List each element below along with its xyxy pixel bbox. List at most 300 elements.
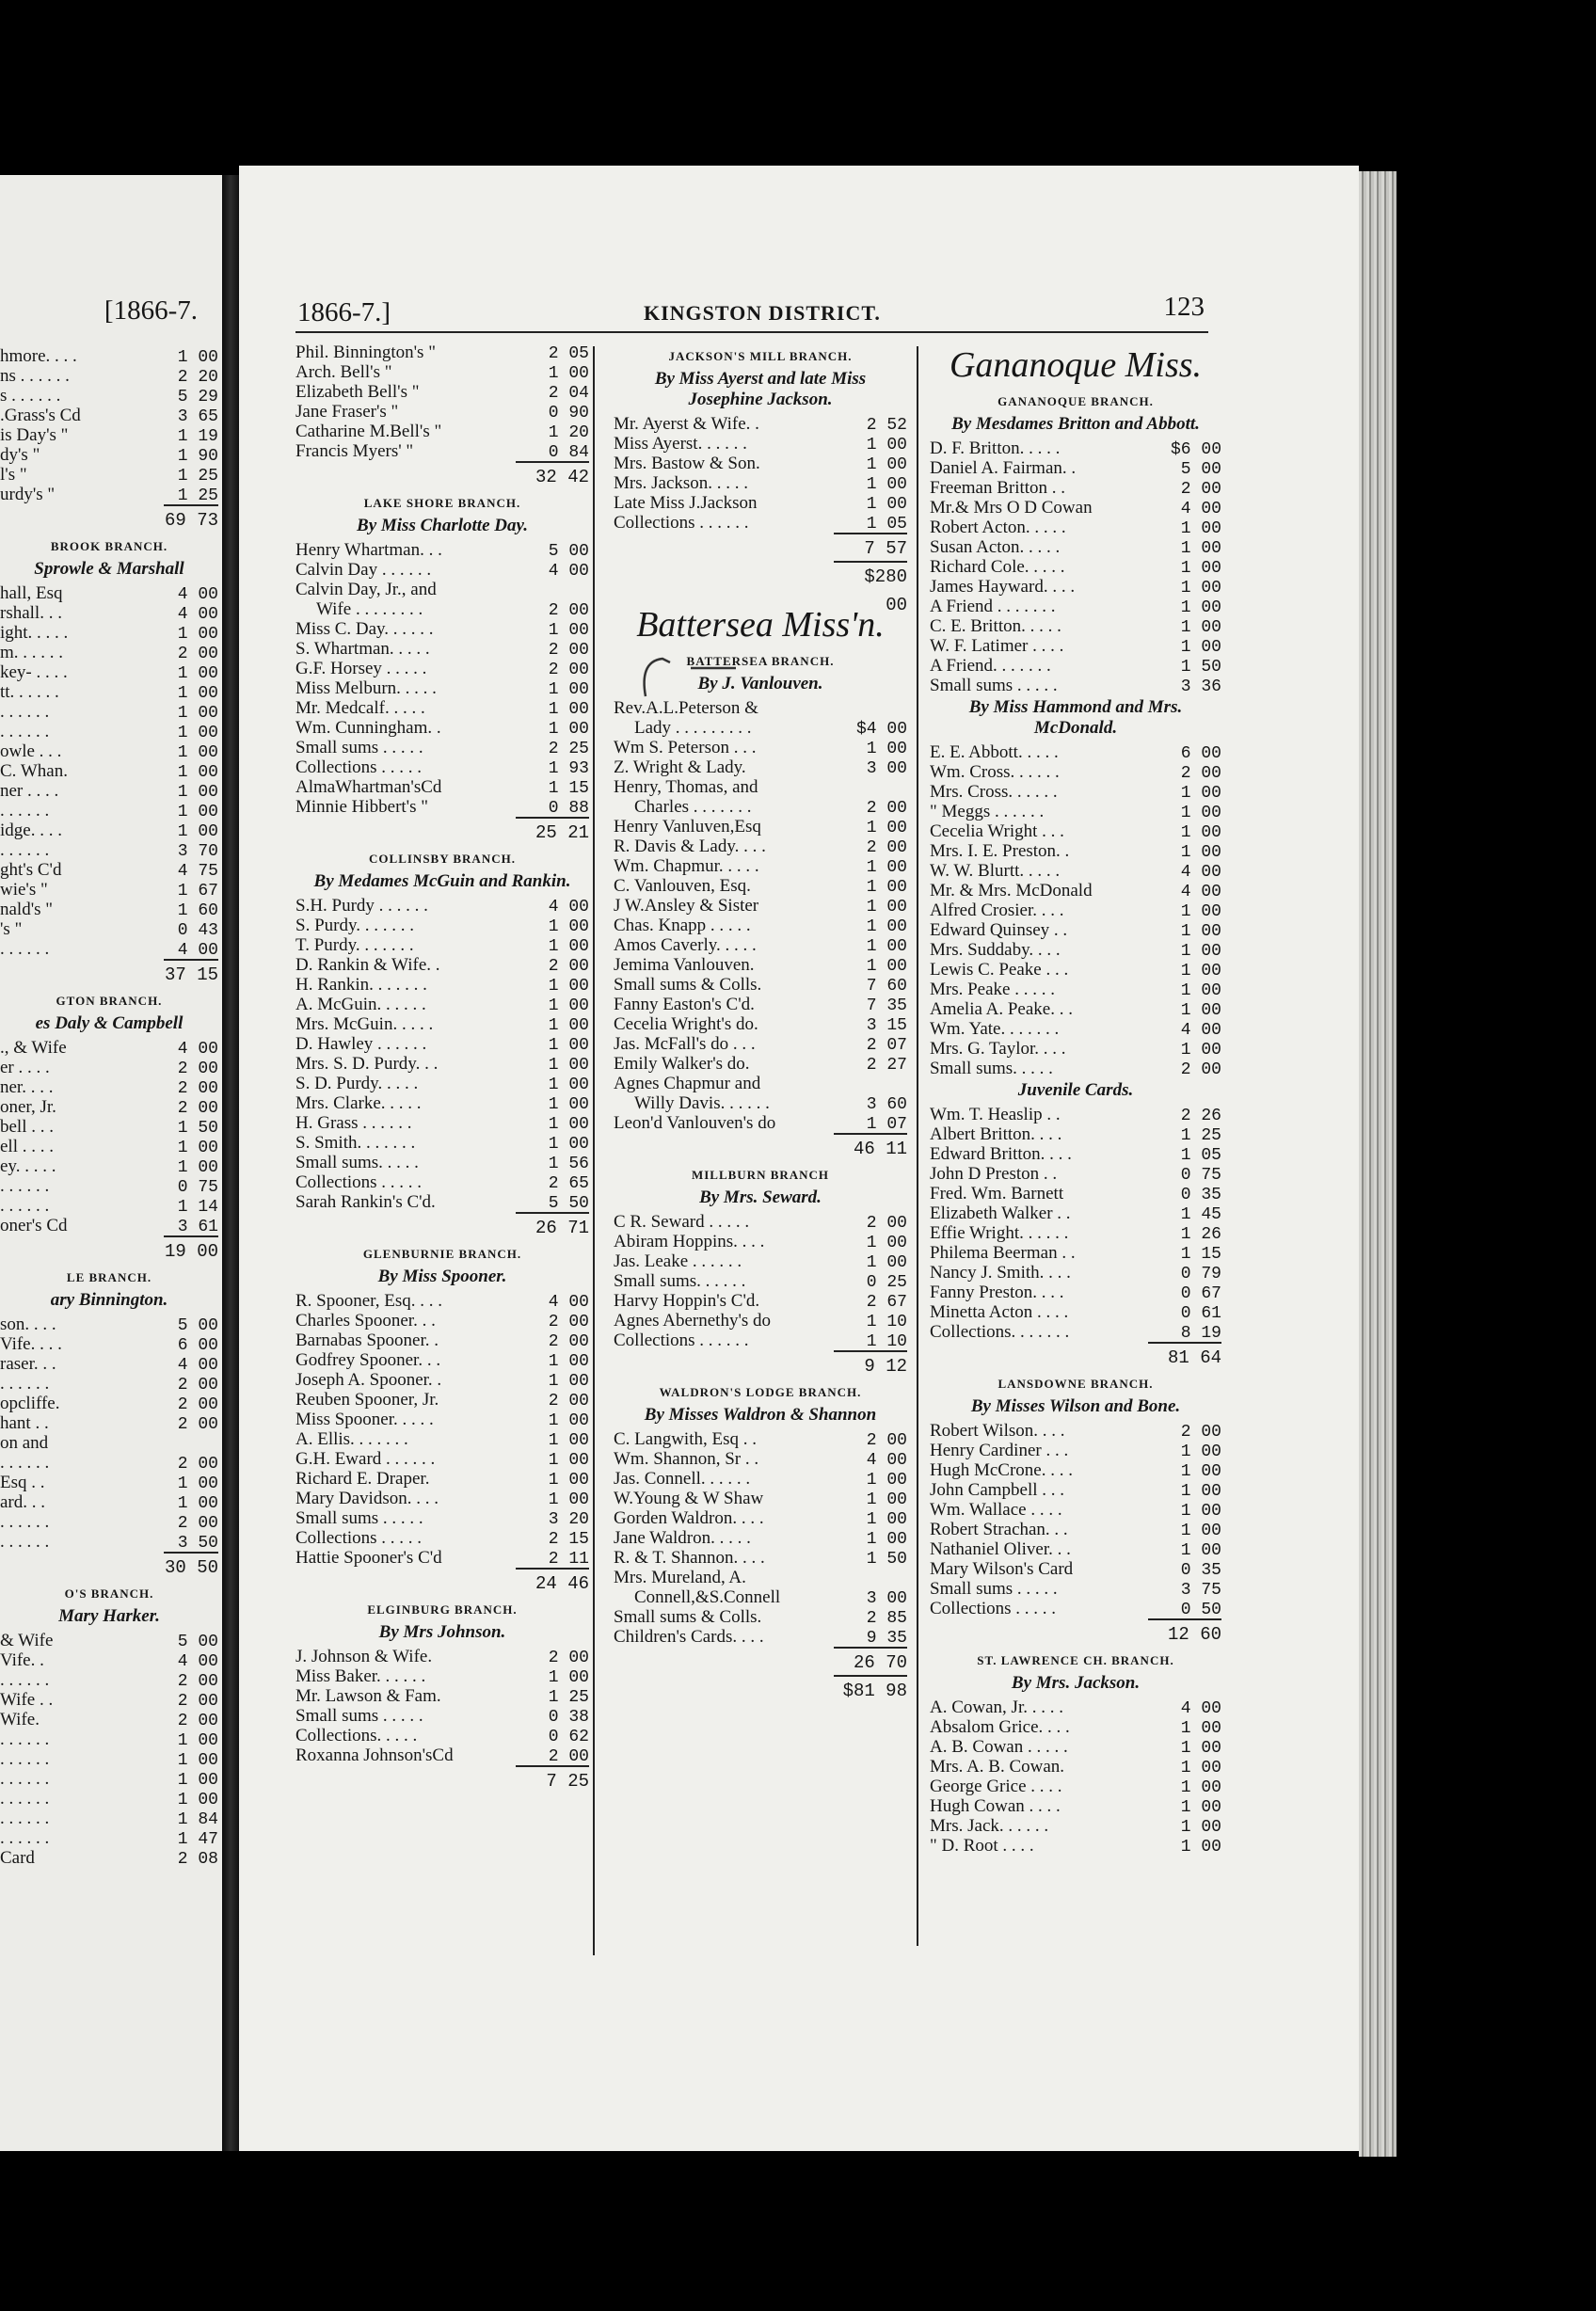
entry-row bbox=[295, 1666, 589, 1686]
donation-amount: 3 15 bbox=[866, 1016, 907, 1035]
header-year: 1866-7.] bbox=[297, 297, 391, 327]
total-row bbox=[295, 1765, 589, 1793]
donation-amount: 2 52 bbox=[866, 416, 907, 435]
donation-amount: 1 00 bbox=[1180, 902, 1221, 921]
donation-amount: 2 25 bbox=[548, 740, 589, 758]
branch-heading: LE BRANCH. bbox=[66, 1270, 152, 1284]
total-row bbox=[0, 504, 218, 533]
entry-row bbox=[295, 1291, 589, 1311]
donation-amount: 5 00 bbox=[548, 542, 589, 561]
entry-row bbox=[0, 406, 218, 425]
donor-name: ard. . . bbox=[0, 1492, 46, 1512]
donor-name: Henry Vanluven,Esq bbox=[614, 817, 761, 837]
entry-row bbox=[295, 580, 589, 599]
donor-name: S. Smith. . . . . . . bbox=[295, 1133, 416, 1153]
entry-row bbox=[614, 1291, 907, 1311]
total-row bbox=[295, 1568, 589, 1596]
donor-name: Mrs. Bastow & Son. bbox=[614, 454, 760, 473]
entry-row bbox=[614, 1251, 907, 1271]
donor-name: Mr. Medcalf. . . . . bbox=[295, 698, 425, 718]
donor-name: . . . . . . bbox=[0, 1828, 50, 1848]
donor-name: W.Young & W Shaw bbox=[614, 1489, 764, 1508]
donor-name: Mrs. Clarke. . . . . bbox=[295, 1093, 422, 1113]
donation-amount: 1 00 bbox=[866, 740, 907, 758]
total-amount: 19 00 bbox=[164, 1235, 218, 1264]
entry-row bbox=[614, 1271, 907, 1291]
donor-name: . . . . . . bbox=[0, 1176, 50, 1196]
page-header bbox=[295, 288, 1208, 333]
donor-name: E. E. Abbott. . . . . bbox=[930, 742, 1059, 762]
total-amount: 25 21 bbox=[516, 817, 589, 845]
donation-amount: 1 00 bbox=[548, 1490, 589, 1509]
entry-row bbox=[614, 1587, 907, 1607]
entry-row bbox=[930, 1757, 1221, 1777]
donation-amount: 1 00 bbox=[548, 700, 589, 719]
entry-row bbox=[295, 896, 589, 916]
donation-amount: 1 00 bbox=[1180, 1442, 1221, 1461]
donation-amount: 2 00 bbox=[548, 1392, 589, 1411]
donation-amount: 1 00 bbox=[1180, 1541, 1221, 1560]
donation-amount: 1 00 bbox=[177, 1474, 218, 1493]
donor-name: Collections . . . . . . bbox=[614, 1331, 749, 1350]
donor-name: . . . . . . bbox=[0, 702, 50, 722]
entry-row bbox=[0, 1137, 218, 1156]
donation-amount: 1 00 bbox=[866, 878, 907, 897]
donation-amount: 1 00 bbox=[1180, 1041, 1221, 1060]
donor-name: Emily Walker's do. bbox=[614, 1054, 750, 1074]
collector-line: By Medames McGuin and Rankin. bbox=[313, 871, 571, 891]
donation-amount: 1 00 bbox=[548, 364, 589, 383]
donation-amount: 1 00 bbox=[866, 917, 907, 936]
total-amount: 12 60 bbox=[1148, 1618, 1221, 1647]
donation-amount: 1 00 bbox=[1180, 1522, 1221, 1540]
entry-row bbox=[295, 777, 589, 797]
donor-name: John D Preston . . bbox=[930, 1164, 1058, 1184]
entry-row bbox=[0, 1453, 218, 1473]
total-row bbox=[0, 959, 218, 987]
total-row bbox=[614, 1133, 907, 1161]
donation-amount: 1 00 bbox=[866, 1510, 907, 1529]
donation-amount: 1 50 bbox=[866, 1550, 907, 1569]
donation-amount: 1 00 bbox=[177, 1731, 218, 1750]
donor-name: AlmaWhartman'sCd bbox=[295, 777, 442, 797]
donor-name: Small sums & Colls. bbox=[614, 1607, 762, 1627]
entry-row bbox=[930, 1322, 1221, 1342]
entry-row bbox=[614, 1014, 907, 1034]
branch-heading: ELGINBURG BRANCH. bbox=[367, 1602, 518, 1617]
donation-amount: 1 00 bbox=[866, 455, 907, 474]
entry-row bbox=[614, 1074, 907, 1093]
entry-row bbox=[930, 1059, 1221, 1078]
collector-line: By Mrs. Seward. bbox=[699, 1187, 822, 1207]
donation-amount: 1 00 bbox=[177, 763, 218, 782]
donation-amount: 1 00 bbox=[548, 1016, 589, 1035]
total-amount: 7 57 bbox=[834, 533, 907, 561]
branch-heading: JACKSON'S MILL BRANCH. bbox=[668, 349, 853, 363]
header-title: KINGSTON DISTRICT. bbox=[644, 301, 881, 325]
donor-name: Wm S. Peterson . . . bbox=[614, 738, 757, 757]
entry-row bbox=[295, 1133, 589, 1153]
entry-row bbox=[614, 935, 907, 955]
entry-row bbox=[614, 916, 907, 935]
donation-amount: 1 84 bbox=[177, 1810, 218, 1829]
entry-row bbox=[295, 1192, 589, 1212]
donor-name: oner, Jr. bbox=[0, 1097, 56, 1117]
entry-row bbox=[614, 513, 907, 533]
donor-name: on and bbox=[0, 1433, 49, 1453]
total-amount: 37 15 bbox=[164, 959, 218, 987]
collector-line: By Miss Spooner. bbox=[377, 1267, 507, 1286]
donation-amount: 4 00 bbox=[548, 898, 589, 916]
entry-row bbox=[614, 738, 907, 757]
donor-name: S. Purdy. . . . . . . bbox=[295, 916, 414, 935]
total-amount: 9 12 bbox=[834, 1350, 907, 1379]
entry-row bbox=[614, 896, 907, 916]
donor-name: Calvin Day, Jr., and bbox=[295, 580, 437, 599]
total-row bbox=[0, 1552, 218, 1580]
entry-row bbox=[614, 1093, 907, 1113]
entry-row bbox=[930, 861, 1221, 881]
entry-row bbox=[295, 1745, 589, 1765]
total-amount: 24 46 bbox=[516, 1568, 589, 1596]
total-row bbox=[614, 561, 907, 615]
donor-name: J W.Ansley & Sister bbox=[614, 896, 759, 916]
donation-amount: 8 19 bbox=[1180, 1324, 1221, 1343]
donor-name: Wm. Cunningham. . bbox=[295, 718, 441, 738]
donation-amount: $4 00 bbox=[855, 720, 907, 739]
donation-amount: 1 19 bbox=[177, 427, 218, 446]
donor-name: Wm. T. Heaslip . . bbox=[930, 1105, 1061, 1124]
total-row bbox=[614, 1647, 907, 1675]
entry-row bbox=[930, 1019, 1221, 1039]
entry-row bbox=[930, 1263, 1221, 1283]
donor-name: Fanny Preston. . . . bbox=[930, 1283, 1064, 1302]
donation-amount: 4 00 bbox=[1180, 863, 1221, 882]
entry-row bbox=[930, 1737, 1221, 1757]
entry-row bbox=[295, 1390, 589, 1410]
donor-name: Small sums . . . . . bbox=[930, 1579, 1058, 1599]
donor-name: ., & Wife bbox=[0, 1038, 67, 1058]
entry-row bbox=[930, 900, 1221, 920]
entry-row bbox=[930, 656, 1221, 676]
donation-amount: 1 00 bbox=[866, 1490, 907, 1509]
entry-row bbox=[0, 1670, 218, 1690]
donor-name: Mrs. I. E. Preston. . bbox=[930, 841, 1070, 861]
entry-row bbox=[295, 935, 589, 955]
donation-amount: 1 00 bbox=[548, 1431, 589, 1450]
donor-name: . . . . . . bbox=[0, 1196, 50, 1216]
donor-name: Cecelia Wright's do. bbox=[614, 1014, 758, 1034]
donation-amount: 3 50 bbox=[177, 1534, 218, 1553]
entry-row bbox=[0, 1749, 218, 1769]
entry-row bbox=[614, 837, 907, 856]
donation-amount: 1 00 bbox=[548, 996, 589, 1015]
entry-row bbox=[0, 939, 218, 959]
donor-name: D. F. Britton. . . . . bbox=[930, 438, 1061, 458]
donor-name: Collections . . . . . . bbox=[614, 513, 749, 533]
donation-amount: 1 00 bbox=[1180, 784, 1221, 803]
donor-name: urdy's " bbox=[0, 485, 56, 504]
entry-row bbox=[614, 777, 907, 797]
donation-amount: 2 85 bbox=[866, 1609, 907, 1628]
donation-amount: 3 65 bbox=[177, 407, 218, 426]
donation-amount: 1 56 bbox=[548, 1155, 589, 1173]
entry-row bbox=[614, 1331, 907, 1350]
donor-name: Miss Baker. . . . . . bbox=[295, 1666, 426, 1686]
entry-row bbox=[0, 860, 218, 880]
donation-amount: 5 29 bbox=[177, 388, 218, 406]
donation-amount: 1 00 bbox=[866, 1530, 907, 1549]
donor-name: Henry, Thomas, and bbox=[614, 777, 758, 797]
entry-row bbox=[930, 1441, 1221, 1460]
donation-amount: 1 00 bbox=[1180, 598, 1221, 617]
donor-name: Roxanna Johnson'sCd bbox=[295, 1745, 454, 1765]
donor-name: Jane Fraser's " bbox=[295, 402, 399, 422]
donation-amount: 3 36 bbox=[1180, 677, 1221, 696]
donation-amount: 0 75 bbox=[1180, 1166, 1221, 1185]
donation-amount: 4 00 bbox=[1180, 500, 1221, 518]
donor-name: Small sums. . . . . bbox=[930, 1059, 1053, 1078]
entry-row bbox=[614, 493, 907, 513]
entry-row bbox=[930, 458, 1221, 478]
entry-row bbox=[295, 678, 589, 698]
donation-amount: 5 00 bbox=[1180, 460, 1221, 479]
entry-row bbox=[930, 802, 1221, 821]
entry-row bbox=[0, 900, 218, 919]
donation-amount: 2 07 bbox=[866, 1036, 907, 1055]
donor-name: . . . . . . bbox=[0, 722, 50, 741]
collector-line: Mary Harker. bbox=[58, 1606, 160, 1626]
entry-row bbox=[614, 1449, 907, 1469]
entry-row bbox=[295, 639, 589, 659]
pencil-mark bbox=[638, 647, 742, 704]
donation-amount: 2 00 bbox=[548, 1332, 589, 1351]
entry-row bbox=[930, 1717, 1221, 1737]
entry-row bbox=[614, 1232, 907, 1251]
donation-amount: 1 25 bbox=[1180, 1126, 1221, 1145]
entry-row bbox=[0, 662, 218, 682]
donation-amount: 1 00 bbox=[1180, 559, 1221, 578]
donation-amount: 0 35 bbox=[1180, 1561, 1221, 1580]
collector-line: By Mrs Johnson. bbox=[378, 1622, 506, 1642]
donation-amount: 2 00 bbox=[548, 661, 589, 679]
donor-name: Hugh Cowan . . . . bbox=[930, 1796, 1061, 1816]
entry-row bbox=[614, 856, 907, 876]
donation-amount: 0 90 bbox=[548, 404, 589, 422]
donation-amount: 4 00 bbox=[177, 1040, 218, 1059]
donation-amount: 9 35 bbox=[866, 1629, 907, 1648]
donor-name: Mrs. McGuin. . . . . bbox=[295, 1014, 434, 1034]
entry-row bbox=[930, 557, 1221, 577]
donor-name: H. Rankin. . . . . . . bbox=[295, 975, 427, 995]
donation-amount: 1 00 bbox=[548, 977, 589, 996]
donation-amount: 1 00 bbox=[1180, 1719, 1221, 1738]
entry-row bbox=[930, 616, 1221, 636]
collector-line: By Misses Wilson and Bone. bbox=[970, 1396, 1181, 1416]
collector-line: By Miss Charlotte Day. bbox=[357, 516, 528, 535]
donor-name: Fanny Easton's C'd. bbox=[614, 995, 755, 1014]
donor-name: dy's " bbox=[0, 445, 40, 465]
donor-name: Edward Britton. . . . bbox=[930, 1144, 1072, 1164]
total-amount: 69 73 bbox=[164, 504, 218, 533]
donation-amount: 0 88 bbox=[548, 799, 589, 818]
donor-name: C. Langwith, Esq . . bbox=[614, 1429, 757, 1449]
donor-name: Mary Davidson. . . . bbox=[295, 1489, 439, 1508]
donation-amount: 1 00 bbox=[1180, 1838, 1221, 1857]
donor-name: Jas. Connell. . . . . . bbox=[614, 1469, 751, 1489]
entry-row bbox=[0, 1650, 218, 1670]
left-page-column bbox=[0, 346, 218, 1868]
entry-row bbox=[930, 742, 1221, 762]
donation-amount: 4 00 bbox=[1180, 1021, 1221, 1040]
donation-amount: 2 00 bbox=[177, 1395, 218, 1414]
entry-row bbox=[930, 1500, 1221, 1520]
donor-name: Children's Cards. . . . bbox=[614, 1627, 764, 1647]
entry-row bbox=[930, 676, 1221, 695]
entry-row bbox=[295, 1153, 589, 1172]
collector-line: Sprowle & Marshall bbox=[34, 559, 184, 579]
donation-amount: 1 00 bbox=[177, 664, 218, 683]
entry-row bbox=[0, 603, 218, 623]
donation-amount: 1 00 bbox=[177, 1751, 218, 1770]
entry-row bbox=[930, 438, 1221, 458]
donation-amount: 0 67 bbox=[1180, 1284, 1221, 1303]
donation-amount: 1 00 bbox=[177, 348, 218, 367]
donor-name: Collections. . . . . . . bbox=[930, 1322, 1070, 1342]
entry-row bbox=[930, 1836, 1221, 1856]
donation-amount: 4 75 bbox=[177, 862, 218, 881]
entry-row bbox=[930, 478, 1221, 498]
entry-row bbox=[295, 382, 589, 402]
donor-name: Mr. Lawson & Fam. bbox=[295, 1686, 441, 1706]
donor-name: ner. . . . bbox=[0, 1077, 54, 1097]
entry-row bbox=[0, 821, 218, 840]
donation-amount: 1 05 bbox=[1180, 1146, 1221, 1165]
entry-row bbox=[930, 1243, 1221, 1263]
entry-row bbox=[0, 1473, 218, 1492]
donor-name: Mrs. G. Taylor. . . . bbox=[930, 1039, 1066, 1059]
donation-amount: 4 00 bbox=[1180, 883, 1221, 901]
entry-row bbox=[0, 583, 218, 603]
entry-row bbox=[930, 597, 1221, 616]
total-row bbox=[295, 461, 589, 489]
entry-row bbox=[930, 980, 1221, 999]
entry-row bbox=[295, 955, 589, 975]
donation-amount: 2 00 bbox=[1180, 1060, 1221, 1079]
donor-name: Effie Wright. . . . . . bbox=[930, 1223, 1069, 1243]
donor-name: Robert Strachan. . . bbox=[930, 1520, 1068, 1539]
entry-row bbox=[930, 1144, 1221, 1164]
donor-name: . . . . . . bbox=[0, 1769, 50, 1789]
donation-amount: 0 50 bbox=[1180, 1601, 1221, 1619]
donation-amount: 1 00 bbox=[1180, 981, 1221, 1000]
mission-title: Battersea Miss'n. bbox=[636, 605, 885, 645]
donation-amount: 2 00 bbox=[177, 1672, 218, 1691]
entry-row bbox=[0, 1374, 218, 1394]
entry-row bbox=[295, 659, 589, 678]
entry-row bbox=[0, 1216, 218, 1235]
donation-amount: 0 35 bbox=[1180, 1186, 1221, 1204]
total-row bbox=[295, 817, 589, 845]
donation-amount: 1 00 bbox=[1180, 618, 1221, 637]
donation-amount: 1 00 bbox=[1180, 638, 1221, 657]
entry-row bbox=[295, 1548, 589, 1568]
entry-row bbox=[0, 425, 218, 445]
donor-name: ight. . . . . bbox=[0, 623, 69, 643]
donor-name: is Day's " bbox=[0, 425, 69, 445]
donation-amount: $6 00 bbox=[1170, 440, 1221, 459]
donation-amount: 1 00 bbox=[1180, 823, 1221, 842]
entry-row bbox=[295, 995, 589, 1014]
donation-amount: 1 00 bbox=[177, 822, 218, 841]
donor-name: Mrs. Jack. . . . . . bbox=[930, 1816, 1049, 1836]
entry-row bbox=[295, 619, 589, 639]
donation-amount: 1 00 bbox=[1180, 1759, 1221, 1777]
total-row bbox=[930, 1618, 1221, 1647]
donation-amount: 3 70 bbox=[177, 842, 218, 861]
entry-row bbox=[614, 434, 907, 454]
donor-name: Cecelia Wright . . . bbox=[930, 821, 1064, 841]
donation-amount: 1 00 bbox=[177, 803, 218, 821]
donor-name: Phil. Binnington's " bbox=[295, 343, 436, 362]
donation-amount: 2 00 bbox=[548, 1747, 589, 1766]
donor-name: . . . . . . bbox=[0, 1809, 50, 1828]
donor-name: Elizabeth Walker . . bbox=[930, 1203, 1071, 1223]
entry-row bbox=[295, 1706, 589, 1726]
donor-name: " D. Root . . . . bbox=[930, 1836, 1034, 1856]
entry-row bbox=[0, 1532, 218, 1552]
entry-row bbox=[930, 1223, 1221, 1243]
donor-name: Harvy Hoppin's C'd. bbox=[614, 1291, 760, 1311]
donor-name: A. B. Cowan . . . . . bbox=[930, 1737, 1068, 1757]
donor-name: m. . . . . . bbox=[0, 643, 64, 662]
donor-name: Collections . . . . . bbox=[295, 1528, 423, 1548]
donation-amount: 3 75 bbox=[1180, 1581, 1221, 1600]
donor-name: . . . . . . bbox=[0, 1670, 50, 1690]
collector-line: By Mrs. Jackson. bbox=[1011, 1673, 1141, 1693]
donor-name: A Friend . . . . . . . bbox=[930, 597, 1056, 616]
donor-name: Hugh McCrone. . . . bbox=[930, 1460, 1073, 1480]
donation-amount: 4 00 bbox=[1180, 1699, 1221, 1718]
donation-amount: 0 38 bbox=[548, 1708, 589, 1727]
donor-name: Wm. Cross. . . . . . bbox=[930, 762, 1060, 782]
donor-name: Richard E. Draper. bbox=[295, 1469, 430, 1489]
branch-heading: ST. LAWRENCE CH. BRANCH. bbox=[977, 1653, 1174, 1667]
collector-line: Juvenile Cards. bbox=[1017, 1080, 1134, 1100]
donor-name: ns . . . . . . bbox=[0, 366, 70, 386]
donation-amount: 2 00 bbox=[177, 1692, 218, 1711]
donor-name: Collections . . . . . bbox=[930, 1599, 1057, 1618]
entry-row bbox=[0, 1631, 218, 1650]
entry-row bbox=[930, 1777, 1221, 1796]
donation-amount: 4 00 bbox=[177, 1652, 218, 1671]
donor-name: Small sums . . . . . bbox=[930, 676, 1058, 695]
entry-row bbox=[614, 473, 907, 493]
collector-line: es Daly & Campbell bbox=[35, 1013, 184, 1033]
donation-amount: 1 00 bbox=[548, 1668, 589, 1687]
donation-amount: 1 45 bbox=[1180, 1205, 1221, 1224]
donor-name: W. F. Latimer . . . . bbox=[930, 636, 1064, 656]
entry-row bbox=[0, 1809, 218, 1828]
donor-name: Miss Ayerst. . . . . . bbox=[614, 434, 747, 454]
donation-amount: 1 00 bbox=[866, 898, 907, 916]
donor-name: Nancy J. Smith. . . . bbox=[930, 1263, 1071, 1283]
entry-row bbox=[930, 1039, 1221, 1059]
donation-amount: 1 50 bbox=[1180, 658, 1221, 677]
entry-row bbox=[614, 1212, 907, 1232]
donor-name: Absalom Grice. . . . bbox=[930, 1717, 1070, 1737]
donation-amount: 1 10 bbox=[866, 1332, 907, 1351]
